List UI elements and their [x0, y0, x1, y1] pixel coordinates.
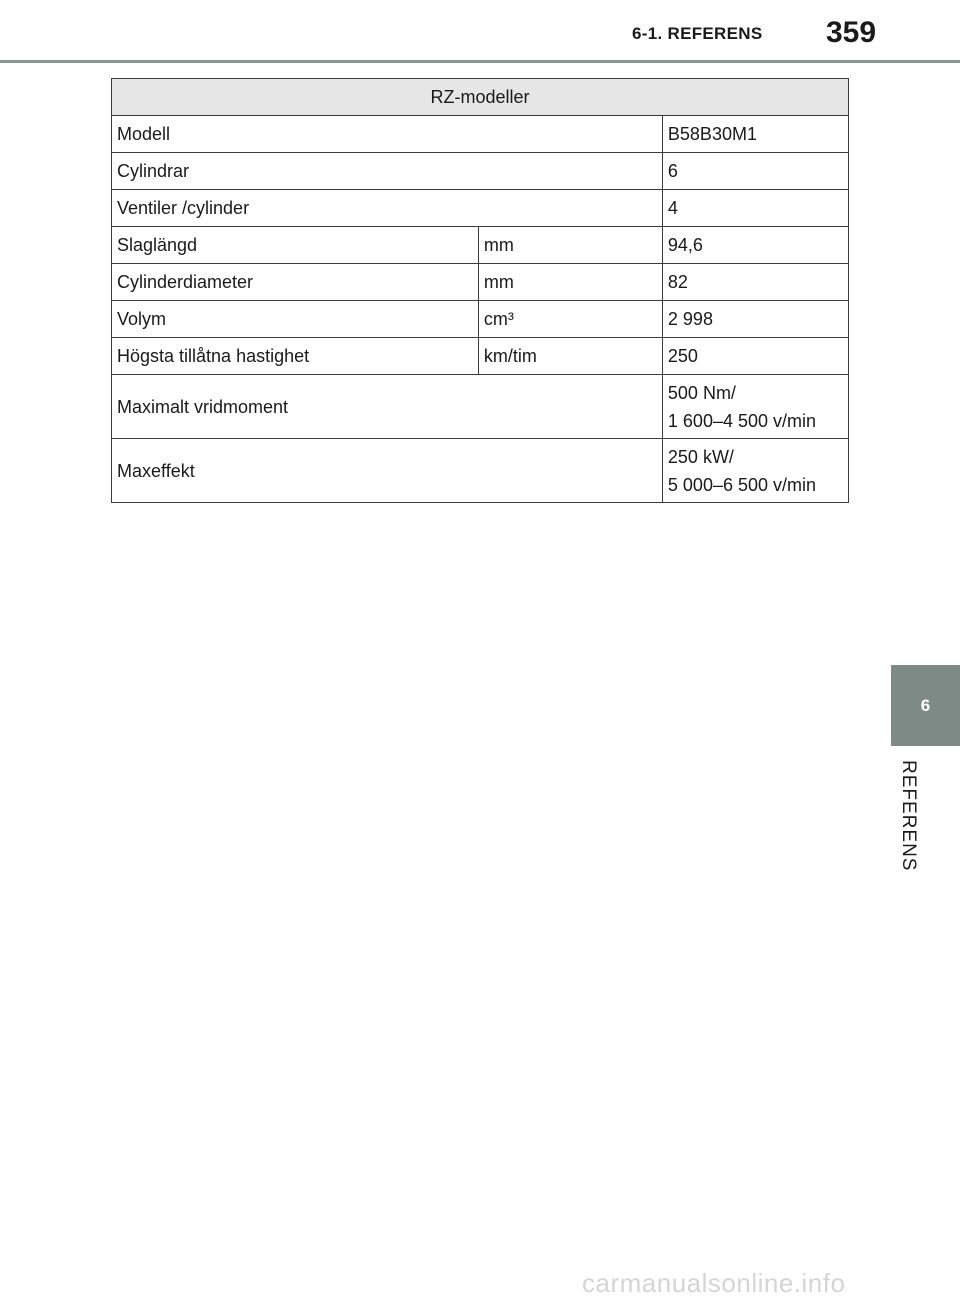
row-unit: km/tim: [478, 338, 662, 375]
chapter-tab-label: REFERENS: [898, 760, 919, 872]
row-label: Modell: [112, 116, 663, 153]
engine-spec-table: [111, 78, 849, 503]
value-line: 500 Nm/: [667, 382, 736, 403]
row-label: Cylindrar: [112, 153, 663, 190]
row-label: Volym: [112, 301, 479, 338]
chapter-number: 6: [920, 695, 931, 715]
value-line: 250 kW/: [667, 446, 734, 467]
header-divider: [0, 60, 960, 63]
row-label: Maxeffekt: [112, 439, 663, 503]
table-header-row: [112, 79, 849, 116]
section-title: 6-1. REFERENS: [632, 24, 763, 43]
table-row: [112, 190, 849, 227]
row-value: B58B30M1: [662, 116, 848, 153]
row-label: Cylinderdiameter: [112, 264, 479, 301]
row-unit: mm: [478, 264, 662, 301]
row-label: Slaglängd: [112, 227, 479, 264]
row-value: [662, 439, 848, 503]
table-title: RZ-modeller: [112, 79, 849, 116]
row-label: Maximalt vridmoment: [112, 375, 663, 439]
value-line: 5 000–6 500 v/min: [667, 474, 817, 495]
row-value: 4: [662, 190, 848, 227]
row-value: 94,6: [662, 227, 848, 264]
row-unit: mm: [478, 227, 662, 264]
row-value: 6: [662, 153, 848, 190]
row-unit: cm³: [478, 301, 662, 338]
row-label: Ventiler /cylinder: [112, 190, 663, 227]
value-line: 1 600–4 500 v/min: [667, 410, 817, 431]
page-number: 359: [826, 16, 877, 49]
table-row: [112, 439, 849, 503]
table-row: [112, 227, 849, 264]
table-row: [112, 264, 849, 301]
row-value: 82: [662, 264, 848, 301]
watermark: carmanualsonline.info: [582, 1268, 846, 1298]
table-row: [112, 153, 849, 190]
row-value: 2 998: [662, 301, 848, 338]
table-row: [112, 116, 849, 153]
table-row: [112, 301, 849, 338]
row-value: [662, 375, 848, 439]
chapter-tab: [891, 665, 960, 746]
table-row: [112, 375, 849, 439]
table-row: [112, 338, 849, 375]
row-value: 250: [662, 338, 848, 375]
row-label: Högsta tillåtna hastighet: [112, 338, 479, 375]
